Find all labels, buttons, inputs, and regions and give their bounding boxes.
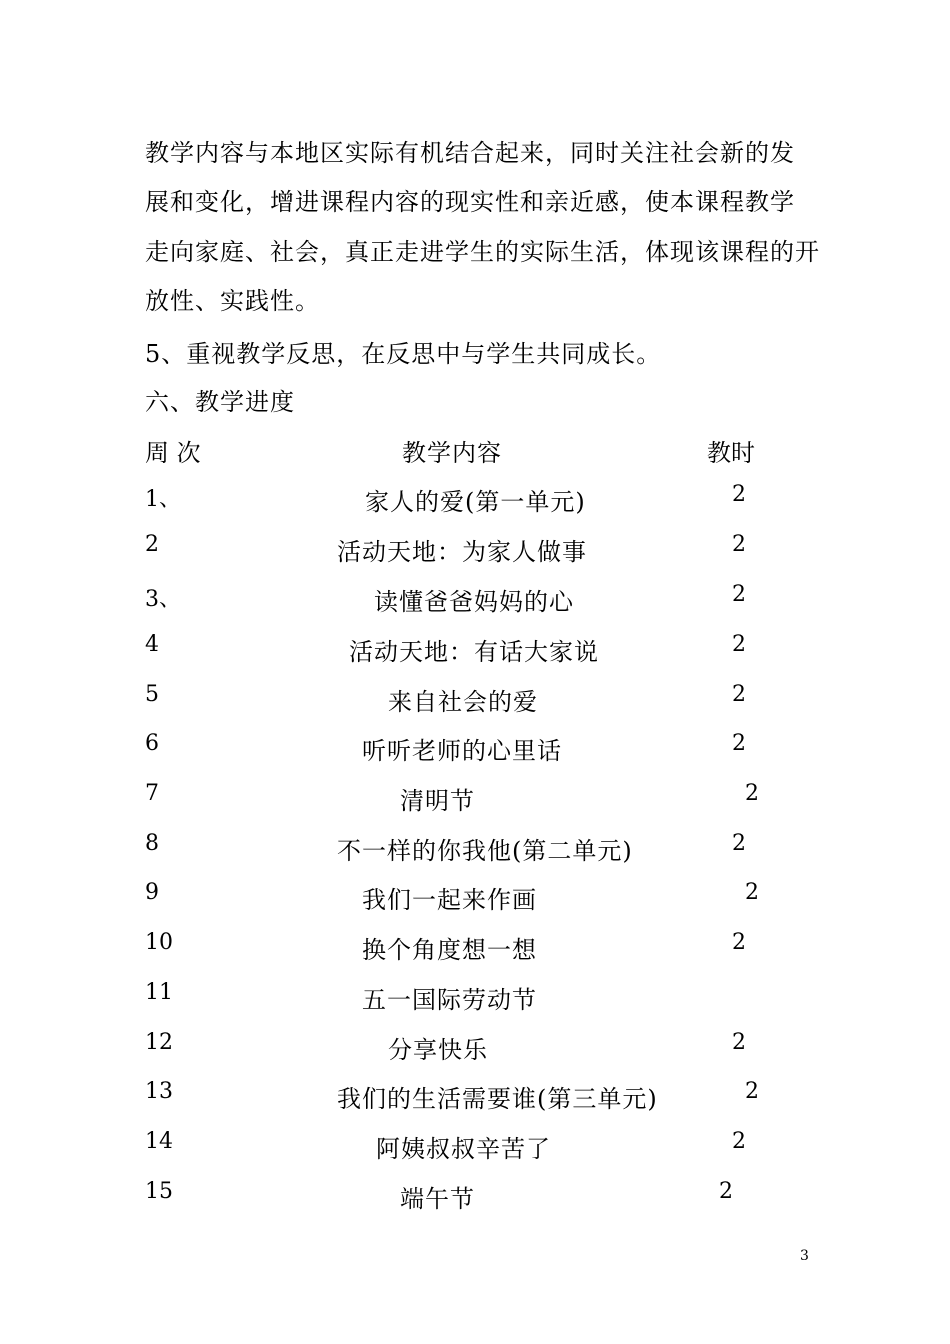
row-hours: 2 bbox=[732, 532, 746, 557]
table-row bbox=[0, 1179, 950, 1213]
table-row bbox=[0, 731, 950, 765]
row-week: 13 bbox=[145, 1079, 173, 1104]
table-row bbox=[0, 632, 950, 666]
table-row bbox=[0, 831, 950, 865]
row-content: 清明节 bbox=[400, 787, 475, 815]
row-hours: 2 bbox=[745, 781, 759, 806]
row-week: 6 bbox=[145, 731, 159, 756]
row-hours: 2 bbox=[745, 1079, 759, 1104]
table-row bbox=[0, 1079, 950, 1113]
row-content: 五一国际劳动节 bbox=[362, 986, 537, 1014]
row-week: 15 bbox=[145, 1179, 173, 1204]
row-week: 10 bbox=[145, 930, 173, 955]
table-row bbox=[0, 930, 950, 964]
row-week: 12 bbox=[145, 1030, 173, 1055]
row-hours: 2 bbox=[732, 831, 746, 856]
row-hours: 2 bbox=[732, 1129, 746, 1154]
table-row bbox=[0, 532, 950, 566]
row-week: 3、 bbox=[145, 587, 181, 612]
row-hours: 2 bbox=[732, 930, 746, 955]
table-row bbox=[0, 482, 950, 516]
section-title: 六、教学进度 bbox=[145, 388, 295, 416]
row-hours: 2 bbox=[732, 1030, 746, 1055]
row-content: 分享快乐 bbox=[388, 1036, 488, 1064]
page-number: 3 bbox=[800, 1248, 809, 1264]
row-hours: 2 bbox=[732, 582, 746, 607]
table-row bbox=[0, 980, 950, 1014]
row-content: 活动天地：为家人做事 bbox=[337, 538, 587, 566]
row-week: 5 bbox=[145, 682, 159, 707]
row-week: 11 bbox=[145, 980, 173, 1005]
row-content: 听听老师的心里话 bbox=[362, 737, 562, 765]
header-hours: 教时 bbox=[707, 439, 755, 467]
header-content: 教学内容 bbox=[402, 439, 502, 467]
header-week: 周 次 bbox=[145, 439, 201, 467]
row-content: 端午节 bbox=[400, 1185, 475, 1213]
row-content: 换个角度想一想 bbox=[362, 936, 537, 964]
row-hours: 2 bbox=[745, 880, 759, 905]
list-item-5: 5、重视教学反思，在反思中与学生共同成长。 bbox=[145, 340, 662, 368]
row-content: 来自社会的爱 bbox=[388, 688, 538, 716]
row-content: 不一样的你我他(第二单元) bbox=[337, 837, 633, 865]
row-content: 活动天地：有话大家说 bbox=[349, 638, 599, 666]
paragraph-line: 教学内容与本地区实际有机结合起来，同时关注社会新的发 bbox=[145, 139, 795, 167]
row-content: 我们一起来作画 bbox=[362, 886, 537, 914]
row-week: 14 bbox=[145, 1129, 173, 1154]
row-content: 我们的生活需要谁(第三单元) bbox=[337, 1085, 658, 1113]
row-content: 读懂爸爸妈妈的心 bbox=[374, 588, 574, 616]
row-week: 8 bbox=[145, 831, 159, 856]
row-hours: 2 bbox=[732, 682, 746, 707]
table-row bbox=[0, 1129, 950, 1163]
paragraph-line: 展和变化，增进课程内容的现实性和亲近感，使本课程教学 bbox=[145, 188, 795, 216]
row-week: 4 bbox=[145, 632, 159, 657]
row-content: 家人的爱(第一单元) bbox=[365, 488, 586, 516]
row-week: 1、 bbox=[145, 487, 181, 512]
table-row bbox=[0, 880, 950, 914]
table-row bbox=[0, 582, 950, 616]
table-row bbox=[0, 1030, 950, 1064]
row-hours: 2 bbox=[719, 1179, 733, 1204]
paragraph-line: 走向家庭、社会，真正走进学生的实际生活，体现该课程的开 bbox=[145, 238, 820, 266]
row-content: 阿姨叔叔辛苦了 bbox=[376, 1135, 551, 1163]
row-week: 9 bbox=[145, 880, 159, 905]
table-row bbox=[0, 781, 950, 815]
row-week: 7 bbox=[145, 781, 159, 806]
schedule-header bbox=[0, 433, 950, 467]
row-week: 2 bbox=[145, 532, 159, 557]
row-hours: 2 bbox=[732, 482, 746, 507]
row-hours: 2 bbox=[732, 731, 746, 756]
paragraph-line: 放性、实践性。 bbox=[145, 287, 320, 315]
row-hours: 2 bbox=[732, 632, 746, 657]
table-row bbox=[0, 682, 950, 716]
